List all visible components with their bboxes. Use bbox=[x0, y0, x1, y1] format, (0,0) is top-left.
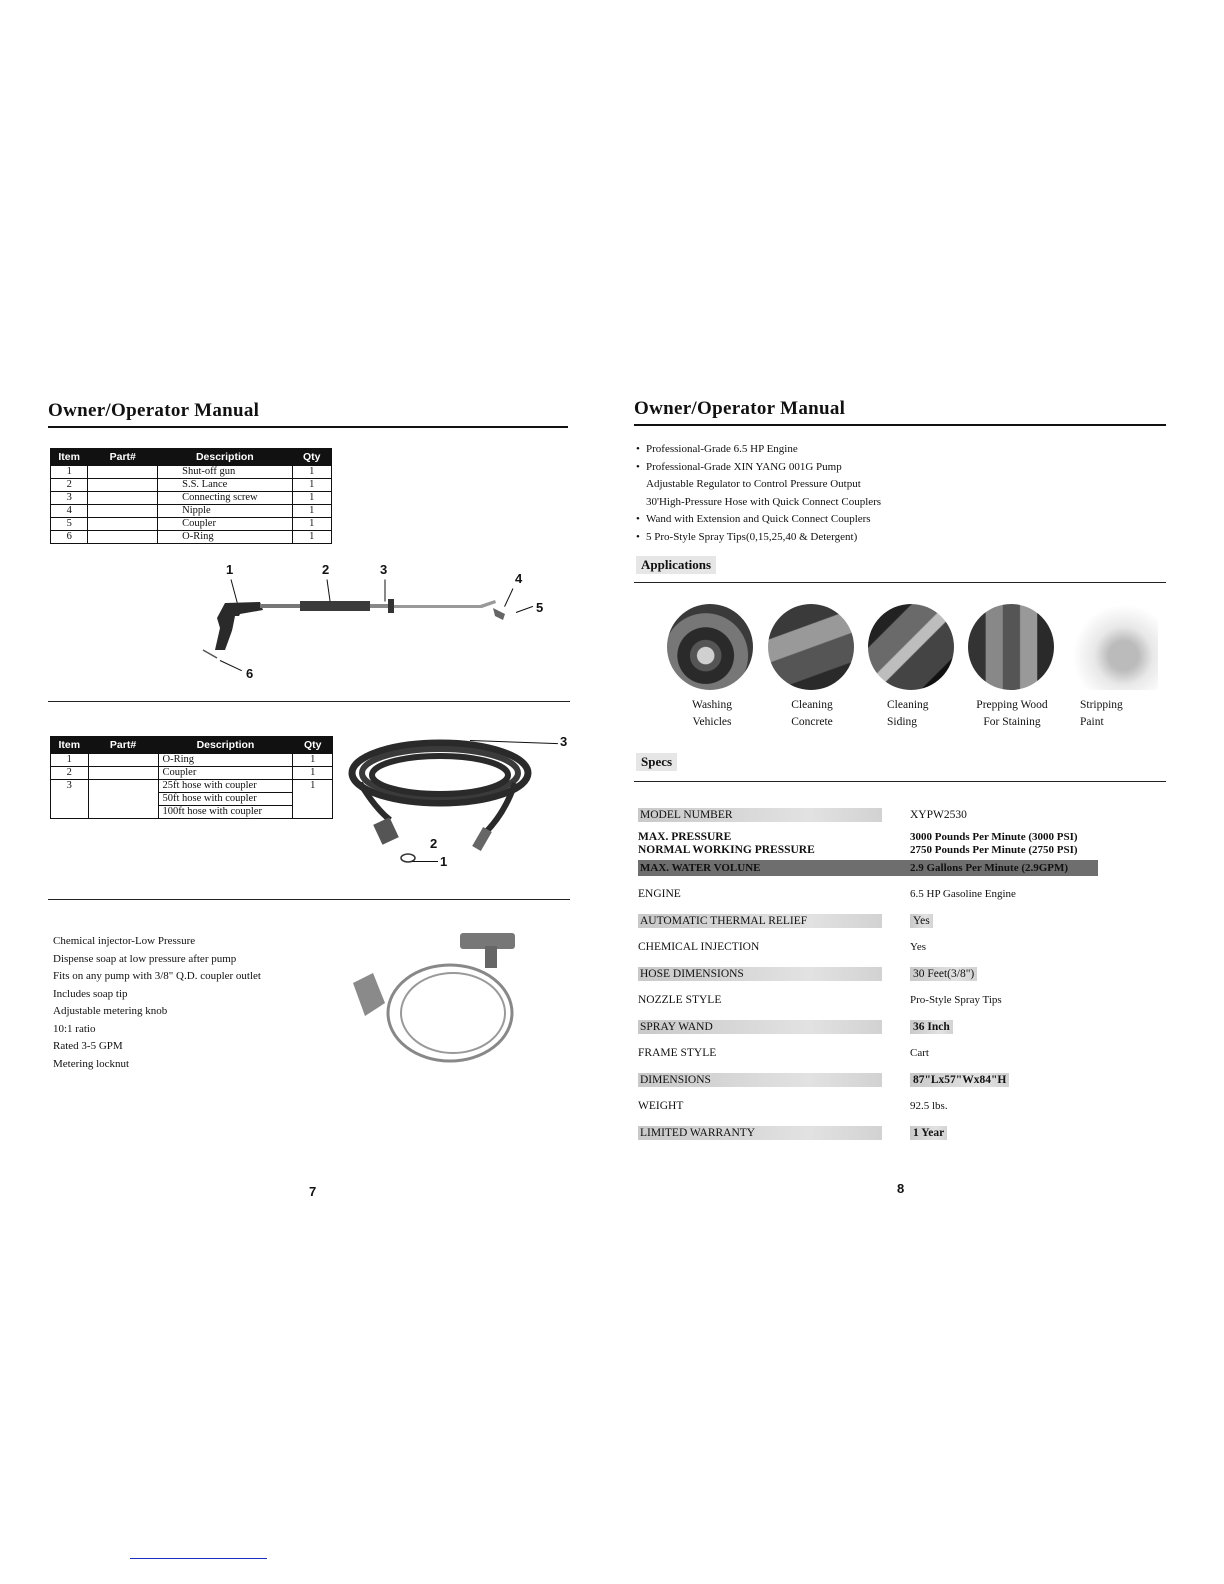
spec-label-warranty: LIMITED WARRANTY bbox=[638, 1126, 882, 1140]
list-item: • 5 Pro-Style Spray Tips(0,15,25,40 & Detergent) bbox=[636, 529, 976, 547]
table-row bbox=[51, 505, 332, 518]
col-item: Item bbox=[51, 737, 89, 754]
list-item: • Professional-Grade XIN YANG 001G Pump bbox=[636, 459, 976, 477]
cell-qty: 1 bbox=[293, 754, 333, 767]
callout-3: 3 bbox=[560, 734, 568, 749]
spec-value-nozzle: Pro-Style Spray Tips bbox=[910, 994, 1002, 1006]
app-label-line: Prepping Wood bbox=[976, 699, 1048, 711]
spec-value-warranty: 1 Year bbox=[910, 1126, 947, 1140]
spec-label-dimensions: DIMENSIONS bbox=[638, 1073, 882, 1087]
list-item: Fits on any pump with 3/8" Q.D. coupler outlet bbox=[53, 970, 261, 982]
lance-grip bbox=[300, 601, 370, 611]
title-rule bbox=[48, 426, 568, 428]
cell-qty: 1 bbox=[292, 531, 331, 544]
cell-desc: Coupler bbox=[158, 767, 293, 780]
cell-qty: 1 bbox=[292, 505, 331, 518]
spec-label-frame: FRAME STYLE bbox=[638, 1047, 717, 1059]
cell-part bbox=[88, 466, 158, 479]
page-title: Owner/Operator Manual bbox=[634, 398, 846, 419]
title-rule bbox=[634, 424, 1166, 426]
cell-item: 6 bbox=[51, 531, 88, 544]
spec-label-hose: HOSE DIMENSIONS bbox=[638, 967, 882, 981]
app-label-siding bbox=[862, 697, 962, 731]
connecting-screw bbox=[388, 599, 394, 613]
app-label-wood bbox=[962, 697, 1062, 731]
spec-label-chemical: CHEMICAL INJECTION bbox=[638, 941, 760, 953]
section-divider bbox=[48, 899, 570, 900]
cell-desc: Connecting screw bbox=[158, 492, 292, 505]
feature-list bbox=[636, 441, 976, 546]
spec-row-water-volume bbox=[638, 860, 1098, 876]
cell-qty: 1 bbox=[292, 518, 331, 531]
col-description: Description bbox=[158, 449, 292, 466]
leader-line bbox=[385, 580, 386, 602]
callout-6: 6 bbox=[246, 666, 254, 681]
cell-part bbox=[88, 479, 158, 492]
app-label-line: Stripping bbox=[1080, 699, 1123, 711]
list-item: 10:1 ratio bbox=[53, 1022, 96, 1035]
chemical-injector-illustration bbox=[345, 928, 545, 1068]
soap-filter bbox=[353, 973, 385, 1016]
nozzle bbox=[493, 608, 505, 620]
app-label-concrete bbox=[762, 697, 862, 731]
page-number: 8 bbox=[897, 1181, 905, 1196]
spec-value-wand: 36 Inch bbox=[910, 1020, 953, 1034]
page-number: 7 bbox=[309, 1184, 317, 1199]
metering-knob bbox=[485, 946, 497, 968]
cleaning-siding-image bbox=[868, 604, 954, 690]
cell-item: 2 bbox=[51, 479, 88, 492]
lance-front bbox=[260, 604, 300, 608]
list-item: Metering locknut bbox=[53, 1057, 130, 1070]
app-label-line: Vehicles bbox=[692, 716, 732, 728]
table-row bbox=[51, 767, 333, 780]
cell-desc: S.S. Lance bbox=[158, 479, 292, 492]
cell-part bbox=[88, 767, 158, 780]
cell-desc: Coupler bbox=[158, 518, 292, 531]
cell-desc: 100ft hose with coupler bbox=[158, 806, 293, 819]
washing-vehicles-image bbox=[667, 604, 753, 690]
cell-part bbox=[88, 518, 158, 531]
spec-label-max-pressure: MAX. PRESSURE bbox=[638, 831, 732, 843]
callout-4: 4 bbox=[515, 571, 523, 586]
soap-tube bbox=[401, 973, 505, 1053]
spec-label-water-volume: MAX. WATER VOLUNE bbox=[640, 862, 761, 874]
table-row bbox=[51, 754, 333, 767]
o-ring-mark bbox=[203, 650, 217, 658]
callout-3: 3 bbox=[380, 562, 388, 577]
cell-desc: Nipple bbox=[158, 505, 292, 518]
cell-desc: 50ft hose with coupler bbox=[158, 793, 293, 806]
table-row bbox=[51, 492, 332, 505]
list-item: Dispense soap at low pressure after pump bbox=[53, 952, 237, 965]
table-row bbox=[51, 479, 332, 492]
spec-label-thermal: AUTOMATIC THERMAL RELIEF bbox=[638, 914, 882, 928]
list-item: Adjustable metering knob bbox=[53, 1005, 168, 1017]
spec-value-max-pressure: 3000 Pounds Per Minute (3000 PSI) bbox=[910, 831, 1078, 843]
app-label-line: Cleaning bbox=[887, 699, 929, 711]
list-item: Adjustable Regulator to Control Pressure Output bbox=[646, 478, 861, 490]
col-item: Item bbox=[51, 449, 88, 466]
app-label-line: For Staining bbox=[983, 716, 1041, 728]
cell-item: 1 bbox=[51, 754, 89, 767]
spec-label-nozzle: NOZZLE STYLE bbox=[638, 994, 722, 1006]
cell-item: 3 bbox=[51, 492, 88, 505]
section-divider bbox=[634, 582, 1166, 583]
list-item: 30'High-Pressure Hose with Quick Connect Couplers bbox=[646, 495, 882, 508]
spec-label-model: MODEL NUMBER bbox=[638, 808, 882, 822]
cell-part bbox=[88, 492, 158, 505]
nipple bbox=[472, 827, 492, 851]
cell-desc: O-Ring bbox=[158, 531, 292, 544]
hose-illustration bbox=[345, 728, 568, 868]
spec-label-wand: SPRAY WAND bbox=[638, 1020, 882, 1034]
col-description: Description bbox=[158, 737, 293, 754]
list-item: Chemical injector-Low Pressure bbox=[53, 935, 196, 947]
col-qty: Qty bbox=[292, 449, 331, 466]
table-row bbox=[51, 466, 332, 479]
app-label-washing bbox=[662, 697, 762, 731]
cell-desc: 25ft hose with coupler bbox=[158, 780, 293, 793]
table-row bbox=[51, 518, 332, 531]
spec-label-weight: WEIGHT bbox=[638, 1100, 684, 1112]
table-row bbox=[51, 780, 333, 793]
app-label-line: Cleaning bbox=[791, 699, 833, 711]
spec-value-dimensions: 87"Lx57"Wx84"H bbox=[910, 1073, 1009, 1087]
spray-gun-illustration bbox=[195, 588, 535, 668]
cell-item: 2 bbox=[51, 767, 89, 780]
parts-table-hose bbox=[50, 736, 333, 819]
cell-qty: 1 bbox=[292, 479, 331, 492]
list-item: • Wand with Extension and Quick Connect Couplers bbox=[636, 511, 976, 529]
list-item: Rated 3-5 GPM bbox=[53, 1040, 123, 1052]
cell-item: 5 bbox=[51, 518, 88, 531]
cell-qty: 1 bbox=[292, 466, 331, 479]
callout-2: 2 bbox=[322, 562, 330, 577]
app-label-paint bbox=[1080, 697, 1150, 731]
app-label-line: Washing bbox=[692, 699, 732, 711]
footer-link-underline bbox=[130, 1558, 267, 1559]
spec-value-model: XYPW2530 bbox=[910, 809, 967, 821]
spec-value-weight: 92.5 lbs. bbox=[910, 1100, 948, 1112]
app-label-line: Concrete bbox=[791, 716, 833, 728]
app-label-line: Paint bbox=[1080, 716, 1104, 728]
specs-heading: Specs bbox=[636, 753, 677, 771]
right-page bbox=[612, 0, 1224, 1584]
callout-1: 1 bbox=[440, 854, 448, 869]
cell-item: 1 bbox=[51, 466, 88, 479]
col-part: Part# bbox=[88, 449, 158, 466]
table-row bbox=[51, 531, 332, 544]
parts-table-gun bbox=[50, 448, 332, 544]
spec-label-normal-pressure: NORMAL WORKING PRESSURE bbox=[638, 844, 815, 856]
cell-part bbox=[88, 754, 158, 767]
cell-desc: O-Ring bbox=[158, 754, 293, 767]
spec-value-hose: 30 Feet(3/8") bbox=[910, 967, 977, 981]
page-title: Owner/Operator Manual bbox=[48, 400, 260, 421]
section-divider bbox=[634, 781, 1166, 782]
callout-5: 5 bbox=[536, 600, 544, 615]
callout-1: 1 bbox=[226, 562, 234, 577]
hose-coil bbox=[372, 756, 508, 794]
cell-qty: 1 bbox=[293, 780, 333, 819]
spec-value-frame: Cart bbox=[910, 1047, 929, 1059]
cleaning-concrete-image bbox=[768, 604, 854, 690]
col-part: Part# bbox=[88, 737, 158, 754]
cell-qty: 1 bbox=[292, 492, 331, 505]
spec-value-thermal: Yes bbox=[910, 914, 933, 928]
cell-item: 4 bbox=[51, 505, 88, 518]
callout-2: 2 bbox=[430, 836, 438, 851]
cell-part bbox=[88, 531, 158, 544]
leader-line bbox=[412, 861, 438, 862]
spec-value-normal-pressure: 2750 Pounds Per Minute (2750 PSI) bbox=[910, 844, 1078, 856]
lance-tip bbox=[394, 600, 496, 608]
soap-tube bbox=[388, 965, 512, 1061]
chemical-injector-list bbox=[53, 933, 343, 1073]
spec-label-engine: ENGINE bbox=[638, 888, 681, 900]
cell-qty: 1 bbox=[293, 767, 333, 780]
lance-mid bbox=[370, 604, 390, 608]
app-label-line: Siding bbox=[887, 716, 918, 728]
stripping-paint-image bbox=[1072, 604, 1158, 690]
list-item: • Professional-Grade 6.5 HP Engine bbox=[636, 441, 976, 459]
spec-value-water-volume: 2.9 Gallons Per Minute (2.9GPM) bbox=[910, 862, 1069, 874]
cell-part bbox=[88, 780, 158, 819]
spec-value-chemical: Yes bbox=[910, 941, 927, 953]
coupler bbox=[373, 817, 399, 845]
col-qty: Qty bbox=[293, 737, 333, 754]
list-item: Includes soap tip bbox=[53, 987, 128, 1000]
cell-item: 3 bbox=[51, 780, 89, 819]
cell-desc: Shut-off gun bbox=[158, 466, 292, 479]
applications-heading: Applications bbox=[636, 556, 716, 574]
cell-part bbox=[88, 505, 158, 518]
prepping-wood-image bbox=[968, 604, 1054, 690]
section-divider bbox=[48, 701, 570, 702]
spec-value-engine: 6.5 HP Gasoline Engine bbox=[910, 888, 1016, 900]
